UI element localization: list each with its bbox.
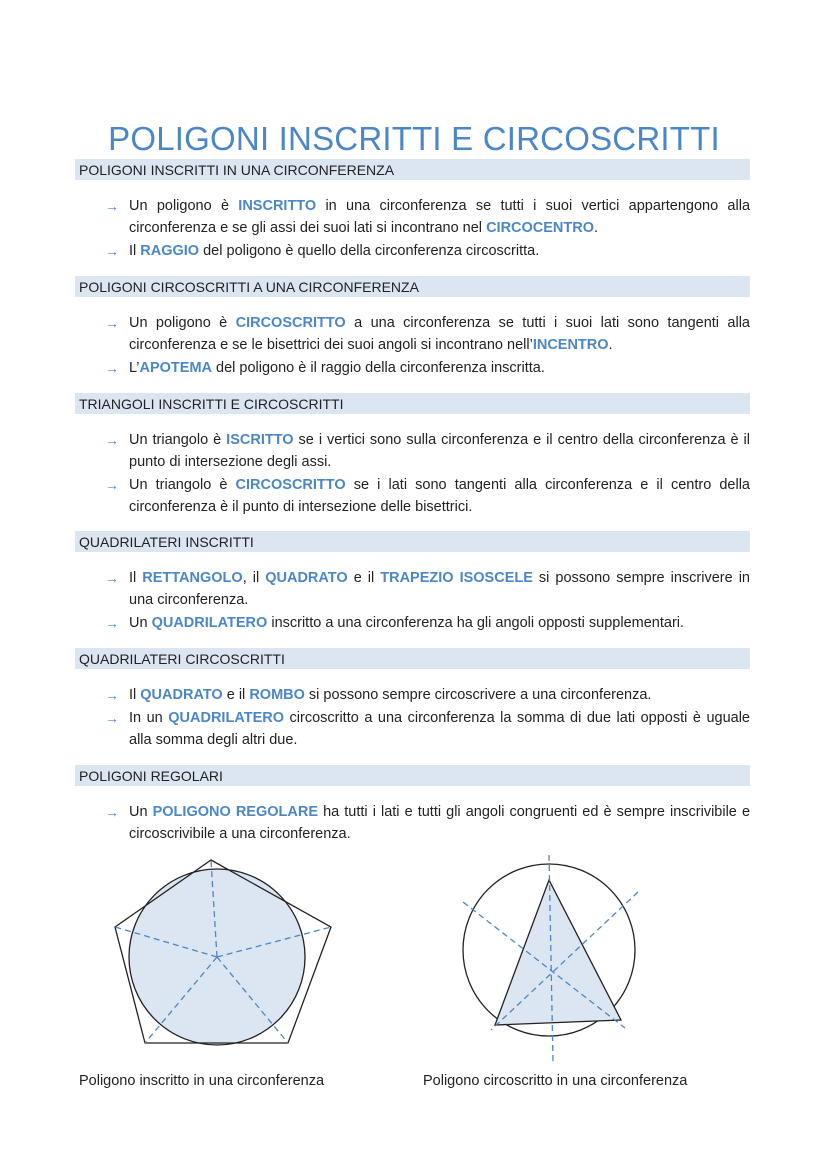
item-list [75,684,750,751]
arrow-right-icon: → [105,243,119,259]
keyword: CIRCOCENTRO [486,220,595,236]
item-text: Un [129,804,153,820]
keyword: INCENTRO [532,337,609,353]
item-text: L’ [129,360,140,376]
item-text: del poligono è quello della circonferenza circoscritta. [199,243,540,259]
pentagon-figure [100,850,340,1050]
page-title: POLIGONI INSCRITTI E CIRCOSCRITTI [108,120,720,158]
item-text: Un triangolo è [129,477,236,493]
list-item [75,195,750,239]
section-heading: TRIANGOLI INSCRITTI E CIRCOSCRITTI [75,393,750,414]
keyword: RETTANGOLO [142,570,243,586]
item-list [75,312,750,379]
section-circumscribed-quadrilaterals [75,648,750,751]
list-item [75,474,750,518]
arrow-right-icon: → [105,477,119,493]
arrow-right-icon: → [105,198,119,214]
item-text: se i lati sono tangenti alla circonferenza e il centro della circonferenza è il punto di intersezione delle bisettrici. [129,477,750,515]
item-text: se i vertici sono sulla circonferenza e il centro della circonferenza è il punto di intersezione degli assi. [129,432,751,470]
item-text: circoscritto a una circonferenza la somma di due lati opposti è uguale alla somma degli altri due. [129,710,750,748]
arrow-right-icon: → [105,710,119,726]
keyword: POLIGONO REGOLARE [152,804,318,820]
keyword: ISCRITTO [226,432,294,448]
keyword: QUADRATO [265,570,348,586]
triangle-figure [455,850,655,1070]
item-text: . [608,337,613,353]
item-list [75,801,750,845]
keyword: RAGGIO [140,243,200,259]
arrow-right-icon: → [105,570,119,586]
list-item [75,429,750,473]
keyword: TRAPEZIO ISOSCELE [380,570,533,586]
list-item [75,707,750,751]
left-figure-caption: Poligono inscritto in una circonferenza [79,1073,325,1089]
item-text: In un [129,710,169,726]
arrow-right-icon: → [105,615,119,631]
item-text: in una circonferenza se tutti i suoi vertici appartengono alla circonferenza e se gli assi dei suoi lati si incontrano nel [129,198,751,236]
list-item [75,567,750,611]
arrow-right-icon: → [105,360,119,376]
item-text: e il [222,687,250,703]
section-heading: POLIGONI CIRCOSCRITTI A UNA CIRCONFERENZA [75,276,750,297]
item-text: Un poligono è [129,315,236,331]
list-item [75,357,750,379]
keyword: QUADRILATERO [168,710,284,726]
item-text: . [594,220,599,236]
list-item [75,612,750,634]
section-heading: QUADRILATERI INSCRITTI [75,531,750,552]
list-item [75,312,750,356]
list-item [75,801,750,845]
keyword: APOTEMA [139,360,212,376]
section-heading: QUADRILATERI CIRCOSCRITTI [75,648,750,669]
item-text: Un [129,615,152,631]
item-text: si possono sempre inscrivere in una circonferenza. [129,570,750,608]
arrow-right-icon: → [105,315,119,331]
item-text: a una circonferenza se tutti i suoi lati sono tangenti alla circonferenza e se le bisettrici dei suoi angoli si incontrano nell’ [129,315,750,353]
item-text: e il [347,570,381,586]
item-text: Il [129,243,141,259]
arrow-right-icon: → [105,432,119,448]
section-circumscribed-polygons [75,276,750,379]
keyword: CIRCOSCRITTO [235,315,346,331]
item-text: si possono sempre circoscrivere a una circonferenza. [304,687,652,703]
item-text: Un poligono è [129,198,239,214]
keyword: CIRCOSCRITTO [235,477,346,493]
keyword: QUADRATO [140,687,223,703]
section-heading: POLIGONI INSCRITTI IN UNA CIRCONFERENZA [75,159,750,180]
item-list [75,429,750,518]
item-list [75,195,750,262]
item-text: Il [129,570,143,586]
item-text: , il [242,570,266,586]
right-figure-caption: Poligono circoscritto in una circonferenza [423,1073,688,1089]
item-text: Un triangolo è [129,432,227,448]
list-item [75,240,750,262]
section-inscribed-quadrilaterals [75,531,750,634]
arrow-right-icon: → [105,804,119,820]
section-inscribed-polygons [75,159,750,262]
section-triangles [75,393,750,518]
arrow-right-icon: → [105,687,119,703]
item-text: inscritto a una circonferenza ha gli angoli opposti supplementari. [267,615,685,631]
item-list [75,567,750,634]
keyword: ROMBO [249,687,305,703]
item-text: Il [129,687,141,703]
keyword: QUADRILATERO [151,615,268,631]
item-text: ha tutti i lati e tutti gli angoli congruenti ed è sempre inscrivibile e circoscrivibile a una circonferenza. [129,804,751,842]
keyword: INSCRITTO [238,198,317,214]
section-regular-polygons [75,765,750,845]
section-heading: POLIGONI REGOLARI [75,765,750,786]
list-item [75,684,750,706]
item-text: del poligono è il raggio della circonferenza inscritta. [212,360,545,376]
